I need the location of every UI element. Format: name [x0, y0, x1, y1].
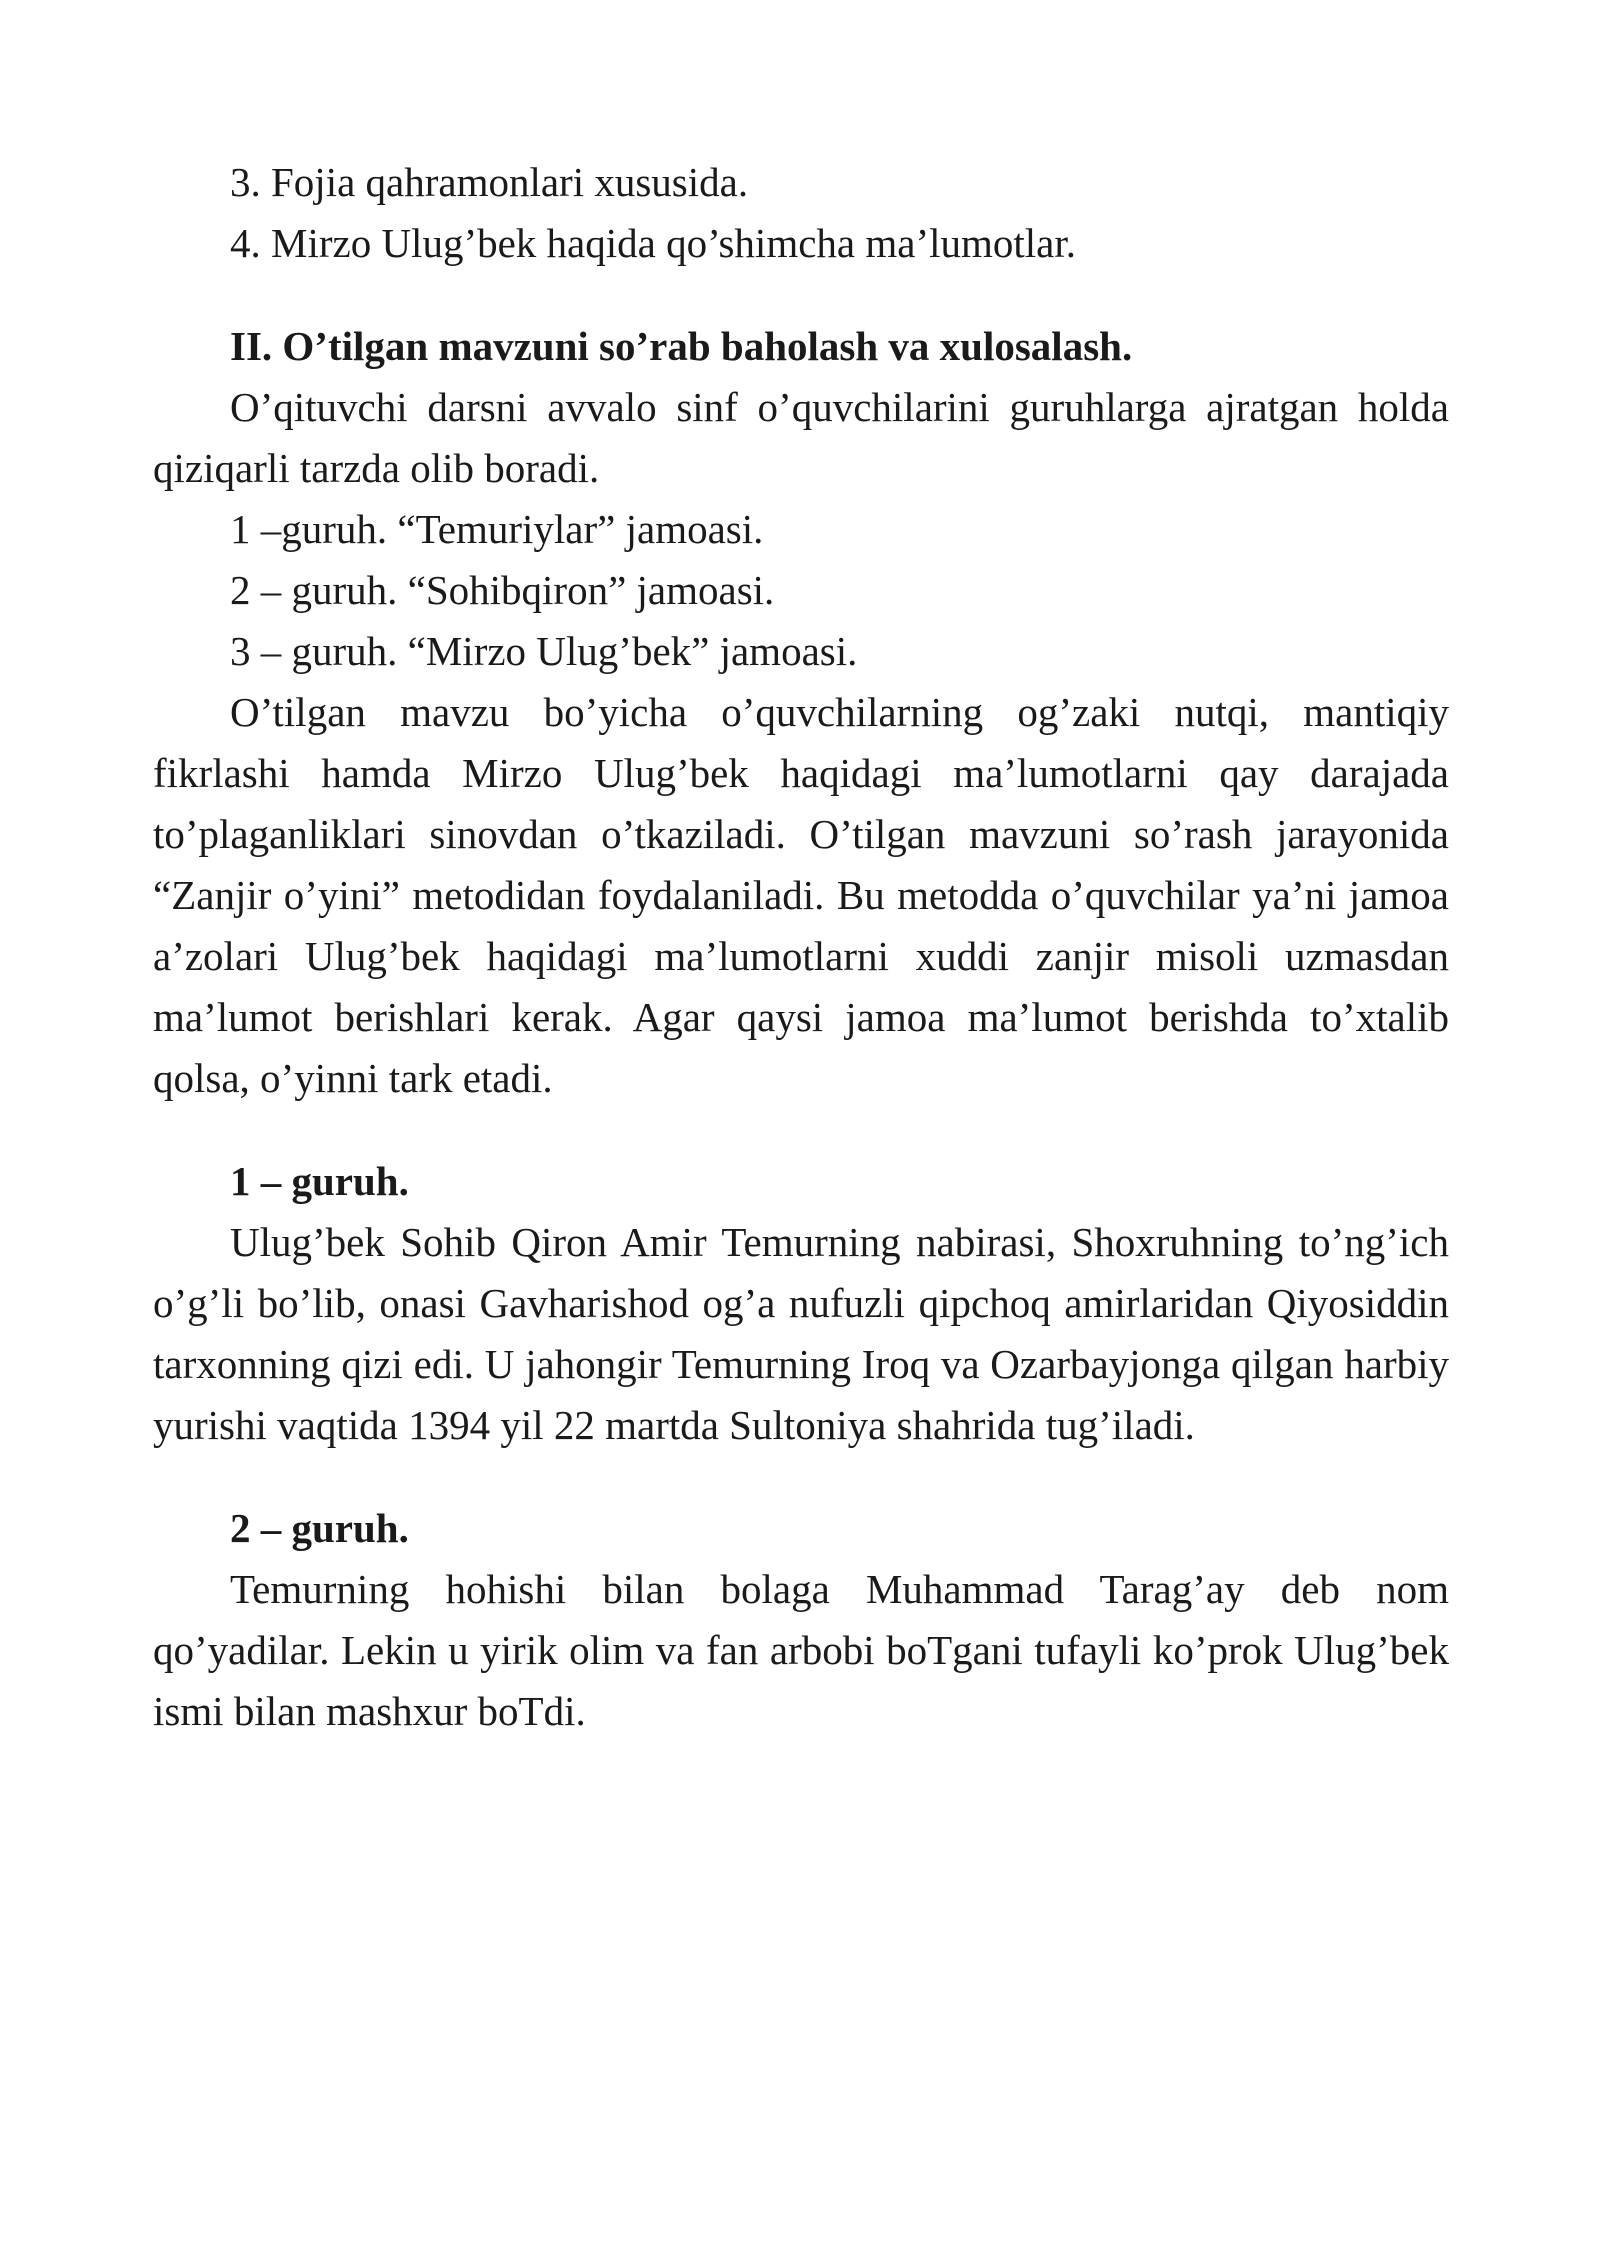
section-intro-paragraph: O’qituvchi darsni avvalo sinf o’quvchilarini guruhlarga ajratgan holda qiziqarli tarzda olib boradi.: [153, 384, 1449, 491]
spacer: [153, 1456, 1449, 1498]
group2-paragraph: Temurning hohishi bilan bolaga Muhammad Tarag’ay deb nom qo’yadilar. Lekin u yirik olim va fan arbobi boTgani tufayli ko’prok Ulug’bek ismi bilan mashxur boTdi.: [153, 1566, 1449, 1734]
spacer: [153, 1109, 1449, 1151]
method-paragraph: O’tilgan mavzu bo’yicha o’quvchilarning og’zaki nutqi, mantiqiy fikrlashi hamda Mirzo Ulug’bek haqidagi ma’lumotlarni qay darajada to’plaganliklari sinovdan o’tkaziladi. O’tilgan mavzuni so’rash jarayonida “Zanjir o’yini” metodidan foydalaniladi. Bu metodda o’quvchilar ya’ni jamoa a’zolari Ulug’bek haqidagi ma’lumotlarni xuddi zanjir misoli uzmasdan ma’lumot berishlari kerak. Agar qaysi jamoa ma’lumot berishda to’xtalib qolsa, o’yinni tark etadi.: [153, 689, 1449, 1101]
group1-heading: 1 – guruh.: [230, 1158, 409, 1204]
group1-paragraph: Ulug’bek Sohib Qiron Amir Temurning nabirasi, Shoxruhning to’ng’ich o’g’li bo’lib, onasi Gavharishod og’a nufuzli qipchoq amirlaridan Qiyosiddin tarxonning qizi edi. U jahongir Temurning Iroq va Ozarbayjonga qilgan harbiy yurishi vaqtida 1394 yil 22 martda Sultoniya shahrida tug’iladi.: [153, 1219, 1449, 1448]
group2-heading: 2 – guruh.: [230, 1505, 409, 1551]
group-list-item: 3 – guruh. “Mirzo Ulug’bek” jamoasi.: [230, 628, 858, 674]
intro-item: 3. Fojia qahramonlari xususida.: [230, 159, 749, 205]
section-heading: II. O’tilgan mavzuni so’rab baholash va xulosalash.: [230, 323, 1133, 369]
group-list-item: 1 –guruh. “Temuriylar” jamoasi.: [230, 506, 764, 552]
spacer: [153, 274, 1449, 316]
group-list-item: 2 – guruh. “Sohibqiron” jamoasi.: [230, 567, 775, 613]
intro-item: 4. Mirzo Ulug’bek haqida qo’shimcha ma’lumotlar.: [230, 220, 1077, 266]
document-page: [153, 152, 1449, 1742]
